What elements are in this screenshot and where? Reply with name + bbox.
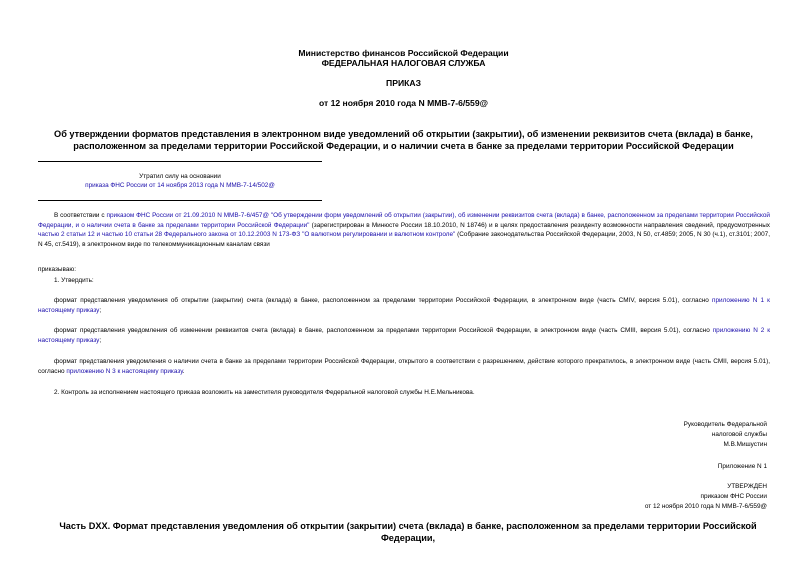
signature-line-1: Руководитель Федеральной [683,421,767,428]
format-1-end: ; [99,306,102,314]
part-title: Часть DXX. Формат представления уведомления об открытии (закрытии) счета (вклада) в банке, расположенном за пределами территории Российской Федерации, [59,521,757,543]
preamble-text-1: В соответствии с [54,212,107,219]
signature-name: М.В.Мишустин [723,441,767,448]
signature-line-2: налоговой службы [711,431,767,438]
document-title: Об утверждении форматов представления в электронном виде уведомлений об открытии (закрытии), об изменении реквизитов счета (вклада) в банке, расположенном за пределами территории Российской Федерации, и о наличии счета в банке за пределами территории Российской Федерации [54,129,753,151]
format-3 [38,357,770,376]
appendix-2-link[interactable]: приложению N 2 к настоящему приказу [38,327,770,344]
appendix-label: Приложение N 1 [717,463,767,470]
doc-date: от 12 ноября 2010 года N ММВ-7-6/559@ [318,98,488,108]
preamble-text-2: (зарегистрирован в Минюсте России 18.10.2010, N 18746) и в целях предоставления резиденту возможности направления сведений, предусмотренных [309,221,770,229]
format-3-end: . [182,367,185,375]
appendix-1-link[interactable]: приложению N 1 к настоящему приказу [38,297,770,314]
format-3-text: формат представления уведомления о наличии счета в банке за пределами территории Российской Федерации, открытого в соответствии с разрешением, действие которого прекратилось, в электронном виде (часть CMII, версия 5.01), согласно [38,358,770,375]
orders-label: приказываю: [38,266,76,273]
approved-line-3: от 12 ноября 2010 года N ММВ-7-6/559@ [644,503,767,510]
format-1-text: формат представления уведомления об открытии (закрытии) счета (вклада) в банке, расположенном за пределами территории Российской Федерации, в электронном виде (часть CMIV, версия 5.01), согласно [54,297,712,304]
service-name: ФЕДЕРАЛЬНАЯ НАЛОГОВАЯ СЛУЖБА [321,58,486,68]
preamble [38,211,770,249]
item-1: 1. Утвердить: [54,277,94,284]
item-2: 2. Контроль за исполнением настоящего приказа возложить на заместителя руководителя Федеральной налоговой службы Н.Е.Мельникова. [54,389,475,396]
status-link[interactable]: приказа ФНС России от 14 ноября 2013 года N ММВ-7-14/502@ [85,182,275,189]
format-2-text: формат представления уведомления об изменении реквизитов счета (вклада) в банке, расположенном за пределами территории Российской Федерации, в электронном виде (часть CMIII, версия 5.01), согласно [54,327,713,334]
appendix-3-link[interactable]: приложению N 3 к настоящему приказу [66,367,183,375]
approved-line-2: приказом ФНС России [700,493,767,500]
status-notice [38,172,322,190]
divider-bottom [38,200,322,201]
approved-block [645,482,767,512]
doc-type: ПРИКАЗ [386,78,421,88]
format-2 [38,326,770,345]
preamble-link-order[interactable]: приказом ФНС России от 21.09.2010 N ММВ-7-6/457@ "Об утверждении форм уведомлений об открытии (закрытии), об изменении реквизитов счета (вклада) в банке, расположенном за пределами территории Российской Федерации, и о наличии счета в банке за пределами территории Российской Федерации" [38,212,771,229]
signature-block [684,420,767,450]
divider-top [38,161,322,162]
format-2-end: ; [99,336,102,344]
preamble-text-3: (Собрание законодательства Российской Федерации, 2003, N 50, ст.4859; 2005, N 30 (ч.1), ст.3101; 2007, N 45, ст.5419), в электронном виде по телекоммуникационным каналам связи [38,231,770,248]
status-line: Утратил силу на основании [139,173,221,180]
format-1 [38,296,770,315]
ministry-name: Министерство финансов Российской Федерации [298,48,509,58]
preamble-link-law[interactable]: частью 2 статьи 12 и частью 10 статьи 28 Федерального закона от 10.12.2003 N 173-ФЗ "О валютном регулировании и валютном контроле" [38,231,456,239]
approved-line-1: УТВЕРЖДЕН [727,483,767,490]
